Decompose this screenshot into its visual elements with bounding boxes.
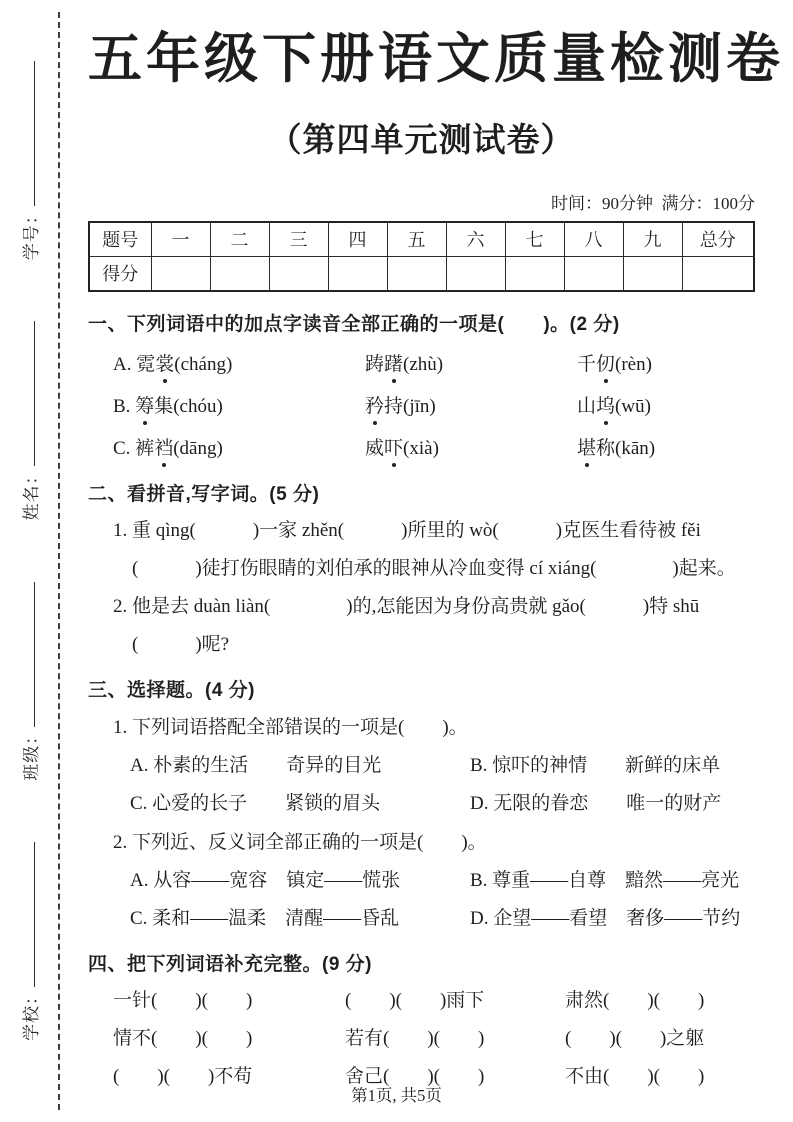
idiom-blank: 若有( )( ) <box>345 1027 485 1049</box>
pinyin-text: (dāng) <box>173 437 223 459</box>
score-header-cell: 五 <box>387 222 446 257</box>
time-fullscore-info: 时间：90分钟 满分：100分 <box>551 193 755 213</box>
word-text: 山 <box>577 395 597 417</box>
word-item <box>577 352 755 378</box>
score-header-cell: 七 <box>505 222 564 257</box>
idiom-blank: ( )( )之躯 <box>565 1027 705 1049</box>
word-item <box>113 436 365 462</box>
pinyin-text: 集(chóu) <box>154 395 223 417</box>
score-cell[interactable] <box>210 256 269 291</box>
dotted-char: 裳 <box>155 352 174 378</box>
score-header-cell: 八 <box>564 222 623 257</box>
score-cell[interactable] <box>505 256 564 291</box>
dotted-char: 筹 <box>135 394 154 420</box>
idiom-blank: 舍己( )( ) <box>345 1065 485 1087</box>
school-field <box>17 842 42 1041</box>
section3-q2-row-2 <box>88 906 755 932</box>
word-text: B. <box>113 395 136 417</box>
option-c: C. 柔和——温柔 清醒——昏乱 <box>130 907 400 929</box>
binding-dashed-line <box>58 12 60 1110</box>
word-text: A. 霓 <box>113 353 156 375</box>
dotted-char: 坞 <box>596 394 615 420</box>
section1-heading: 一、下列词语中的加点字读音全部正确的一项是( )。(2 分) <box>88 313 620 335</box>
score-cell[interactable] <box>328 256 387 291</box>
pinyin-text: (xià) <box>403 437 439 459</box>
score-table <box>88 221 755 292</box>
pinyin-text: (wū) <box>615 395 651 417</box>
option-d: D. 企望——看望 奢侈——节约 <box>470 907 741 929</box>
score-header-cell: 九 <box>623 222 682 257</box>
section3-q2-stem: 2. 下列近、反义词全部正确的一项是( )。 <box>113 831 487 853</box>
section1-option-row-c <box>88 436 755 462</box>
pinyin-text: 持(jīn) <box>384 395 436 417</box>
score-row-label: 得分 <box>89 256 151 291</box>
idiom-blank: 一针( )( ) <box>113 989 253 1011</box>
option-b: B. 尊重——自尊 黯然——亮光 <box>470 869 740 891</box>
section4-row-1 <box>88 988 755 1014</box>
school-blank[interactable] <box>32 842 35 987</box>
word-item <box>577 436 755 462</box>
section1-option-row-b <box>88 394 755 420</box>
score-table-header-row <box>89 222 754 257</box>
score-header-cell: 六 <box>446 222 505 257</box>
score-cell[interactable] <box>682 256 754 291</box>
school-label: 学校： <box>22 987 41 1041</box>
dotted-char: 躇 <box>384 352 403 378</box>
dotted-char: 吓 <box>384 436 403 462</box>
word-text: 踌 <box>365 353 385 375</box>
word-item <box>365 436 577 462</box>
student-info-strip <box>17 81 47 1041</box>
score-cell[interactable] <box>564 256 623 291</box>
page-number: 第1页, 共5页 <box>351 1086 442 1105</box>
pinyin-text: 称(kān) <box>596 437 656 459</box>
section2-line-2: ( )徒打伤眼睛的刘伯承的眼神从冷血变得 cí xiáng( )起来。 <box>132 557 736 579</box>
pinyin-text: (rèn) <box>615 353 652 375</box>
section2-line-1: 1. 重 qìng( )一家 zhěn( )所里的 wò( )克医生看待被 fěi <box>113 519 701 541</box>
idiom-blank: ( )( )雨下 <box>345 989 485 1011</box>
section3-q1-row-1 <box>88 753 755 779</box>
exam-content <box>88 0 784 1090</box>
section1-option-row-a <box>88 352 755 378</box>
section4-heading: 四、把下列词语补充完整。(9 分) <box>88 953 373 975</box>
score-header-cell: 题号 <box>89 222 151 257</box>
score-header-cell: 总分 <box>682 222 754 257</box>
pinyin-text: (zhù) <box>403 353 444 375</box>
score-header-cell: 四 <box>328 222 387 257</box>
student-id-field <box>17 61 42 260</box>
score-header-cell: 二 <box>210 222 269 257</box>
idiom-blank: 情不( )( ) <box>113 1027 253 1049</box>
section3-heading: 三、选择题。(4 分) <box>88 679 256 701</box>
exam-subtitle: （第四单元测试卷） <box>268 122 575 159</box>
word-item <box>577 394 755 420</box>
section2-line-3: 2. 他是去 duàn liàn( )的,怎能因为身份高贵就 gǎo( )特 shū <box>113 595 700 617</box>
dotted-char: 矜 <box>365 394 384 420</box>
option-a: A. 从容——宽容 镇定——慌张 <box>130 869 401 891</box>
class-blank[interactable] <box>32 582 35 727</box>
word-text: 威 <box>365 437 385 459</box>
score-header-cell: 三 <box>269 222 328 257</box>
dotted-char: 裆 <box>154 436 173 462</box>
section3-q1-row-2 <box>88 791 755 817</box>
option-a: A. 朴素的生活 奇异的目光 <box>130 754 382 776</box>
class-label: 班级： <box>22 726 41 781</box>
name-field <box>17 322 42 521</box>
section2-heading: 二、看拼音,写字词。(5 分) <box>88 483 320 505</box>
word-text: 千 <box>577 353 597 375</box>
score-cell[interactable] <box>151 256 210 291</box>
word-item <box>113 352 365 378</box>
word-item <box>113 394 365 420</box>
section3-q1-stem: 1. 下列词语搭配全部错误的一项是( )。 <box>113 716 468 738</box>
score-header-cell: 一 <box>151 222 210 257</box>
idiom-blank: 肃然( )( ) <box>565 989 705 1011</box>
student-id-blank[interactable] <box>32 61 35 206</box>
section4-row-2 <box>88 1026 755 1052</box>
option-b: B. 惊吓的神情 新鲜的床单 <box>470 754 721 776</box>
dotted-char: 堪 <box>577 436 596 462</box>
name-label: 姓名： <box>22 466 41 521</box>
word-item <box>365 352 577 378</box>
option-d: D. 无限的眷恋 唯一的财产 <box>470 792 722 814</box>
score-cell[interactable] <box>623 256 682 291</box>
name-blank[interactable] <box>32 322 35 467</box>
score-cell[interactable] <box>446 256 505 291</box>
idiom-blank: 不由( )( ) <box>565 1065 705 1087</box>
score-cell[interactable] <box>269 256 328 291</box>
section2-line-4: ( )呢? <box>132 633 230 655</box>
idiom-blank: ( )( )不苟 <box>113 1065 253 1087</box>
score-cell[interactable] <box>387 256 446 291</box>
pinyin-text: (cháng) <box>174 353 233 375</box>
word-text: C. 裤 <box>113 437 155 459</box>
option-c: C. 心爱的长子 紧锁的眉头 <box>130 792 381 814</box>
class-field <box>17 582 42 781</box>
score-table-score-row <box>89 256 754 291</box>
section3-q2-row-1 <box>88 868 755 894</box>
word-item <box>365 394 577 420</box>
exam-title: 五年级下册语文质量检测卷 <box>88 29 784 89</box>
student-id-label: 学号： <box>22 206 41 261</box>
dotted-char: 仞 <box>596 352 615 378</box>
